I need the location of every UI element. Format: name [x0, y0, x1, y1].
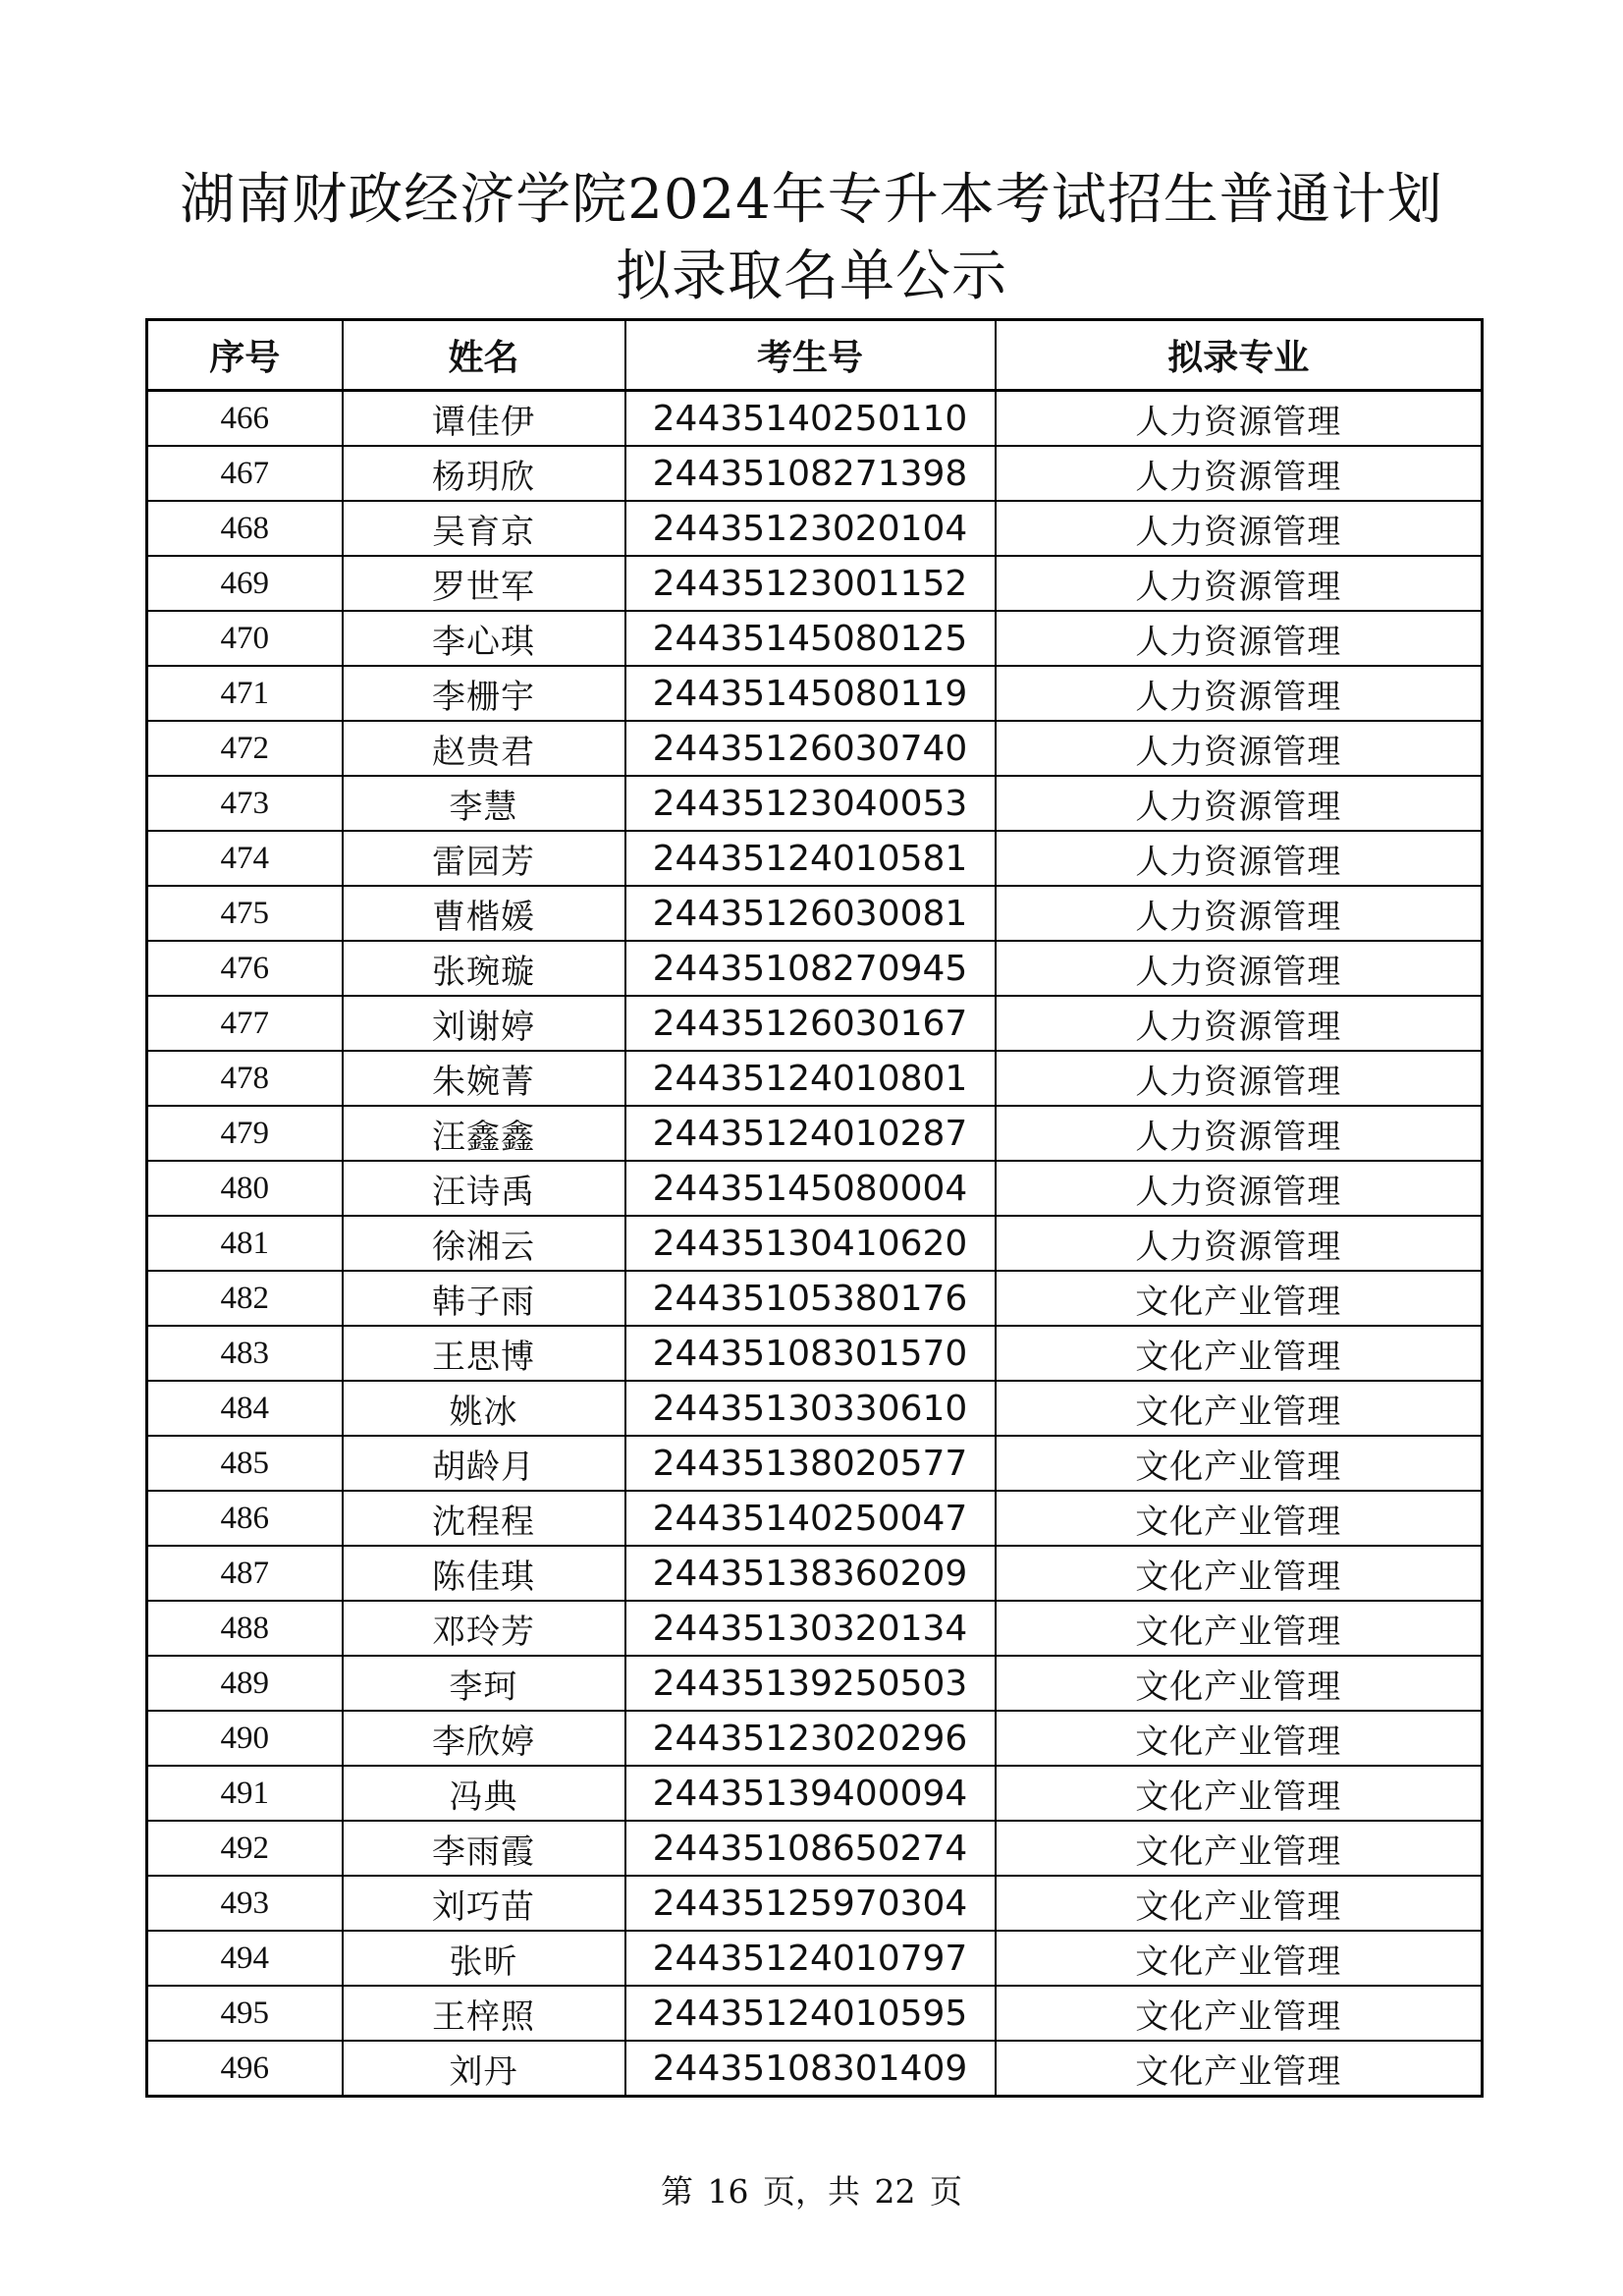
cell-exam-no: 24435145080004 — [625, 1161, 996, 1216]
cell-major: 文化产业管理 — [996, 1601, 1483, 1656]
table-row — [147, 1271, 1483, 1326]
cell-name: 杨玥欣 — [343, 446, 625, 501]
table-row — [147, 1326, 1483, 1381]
header-name: 姓名 — [343, 320, 625, 391]
table-row — [147, 941, 1483, 996]
table-row — [147, 1106, 1483, 1161]
cell-exam-no: 24435124010287 — [625, 1106, 996, 1161]
cell-name: 张琬璇 — [343, 941, 625, 996]
cell-seq: 485 — [147, 1436, 343, 1491]
cell-name: 张昕 — [343, 1931, 625, 1986]
cell-seq: 495 — [147, 1986, 343, 2041]
cell-seq: 488 — [147, 1601, 343, 1656]
cell-major: 文化产业管理 — [996, 1326, 1483, 1381]
table-row — [147, 1821, 1483, 1876]
table-row — [147, 666, 1483, 721]
table-row — [147, 1381, 1483, 1436]
cell-name: 刘丹 — [343, 2041, 625, 2097]
header-major: 拟录专业 — [996, 320, 1483, 391]
table-row — [147, 1546, 1483, 1601]
cell-name: 冯典 — [343, 1766, 625, 1821]
cell-name: 雷园芳 — [343, 831, 625, 886]
cell-major: 文化产业管理 — [996, 1656, 1483, 1711]
cell-exam-no: 24435124010595 — [625, 1986, 996, 2041]
table-row — [147, 501, 1483, 556]
cell-name: 李欣婷 — [343, 1711, 625, 1766]
cell-name: 韩子雨 — [343, 1271, 625, 1326]
cell-major: 文化产业管理 — [996, 1271, 1483, 1326]
page-number: 第 16 页，共 22 页 — [661, 2172, 962, 2211]
cell-major: 文化产业管理 — [996, 1821, 1483, 1876]
cell-seq: 479 — [147, 1106, 343, 1161]
cell-seq: 483 — [147, 1326, 343, 1381]
cell-name: 李珂 — [343, 1656, 625, 1711]
cell-major: 人力资源管理 — [996, 1106, 1483, 1161]
cell-name: 刘巧苗 — [343, 1876, 625, 1931]
cell-exam-no: 24435145080125 — [625, 611, 996, 666]
document-subtitle: 拟录取名单公示 — [616, 245, 1007, 308]
cell-seq: 492 — [147, 1821, 343, 1876]
cell-name: 罗世军 — [343, 556, 625, 611]
cell-exam-no: 24435108301570 — [625, 1326, 996, 1381]
cell-major: 文化产业管理 — [996, 1876, 1483, 1931]
header-seq: 序号 — [147, 320, 343, 391]
table-row — [147, 721, 1483, 776]
table-row — [147, 1656, 1483, 1711]
cell-seq: 480 — [147, 1161, 343, 1216]
cell-major: 人力资源管理 — [996, 721, 1483, 776]
cell-name: 徐湘云 — [343, 1216, 625, 1271]
cell-name: 朱婉菁 — [343, 1051, 625, 1106]
cell-major: 文化产业管理 — [996, 1931, 1483, 1986]
cell-name: 沈程程 — [343, 1491, 625, 1546]
cell-exam-no: 24435130320134 — [625, 1601, 996, 1656]
cell-seq: 478 — [147, 1051, 343, 1106]
table-row — [147, 2041, 1483, 2097]
cell-seq: 474 — [147, 831, 343, 886]
cell-exam-no: 24435130330610 — [625, 1381, 996, 1436]
cell-exam-no: 24435105380176 — [625, 1271, 996, 1326]
cell-major: 文化产业管理 — [996, 1381, 1483, 1436]
cell-name: 邓玲芳 — [343, 1601, 625, 1656]
cell-major: 人力资源管理 — [996, 446, 1483, 501]
cell-exam-no: 24435138360209 — [625, 1546, 996, 1601]
cell-exam-no: 24435138020577 — [625, 1436, 996, 1491]
cell-major: 文化产业管理 — [996, 1491, 1483, 1546]
cell-major: 人力资源管理 — [996, 941, 1483, 996]
cell-seq: 489 — [147, 1656, 343, 1711]
cell-seq: 471 — [147, 666, 343, 721]
cell-major: 文化产业管理 — [996, 1711, 1483, 1766]
table-row — [147, 886, 1483, 941]
cell-name: 胡龄月 — [343, 1436, 625, 1491]
cell-exam-no: 24435125970304 — [625, 1876, 996, 1931]
table-row — [147, 1216, 1483, 1271]
cell-seq: 493 — [147, 1876, 343, 1931]
cell-seq: 477 — [147, 996, 343, 1051]
cell-exam-no: 24435124010581 — [625, 831, 996, 886]
cell-major: 人力资源管理 — [996, 501, 1483, 556]
admission-table — [145, 318, 1484, 2098]
table-row — [147, 556, 1483, 611]
cell-name: 刘谢婷 — [343, 996, 625, 1051]
cell-exam-no: 24435108650274 — [625, 1821, 996, 1876]
cell-major: 文化产业管理 — [996, 1436, 1483, 1491]
cell-name: 赵贵君 — [343, 721, 625, 776]
cell-exam-no: 24435140250110 — [625, 391, 996, 447]
cell-major: 人力资源管理 — [996, 1216, 1483, 1271]
cell-major: 文化产业管理 — [996, 1766, 1483, 1821]
cell-seq: 466 — [147, 391, 343, 447]
table-row — [147, 446, 1483, 501]
table-row — [147, 1491, 1483, 1546]
cell-name: 李慧 — [343, 776, 625, 831]
cell-exam-no: 24435123020104 — [625, 501, 996, 556]
cell-major: 文化产业管理 — [996, 1546, 1483, 1601]
cell-seq: 470 — [147, 611, 343, 666]
cell-seq: 473 — [147, 776, 343, 831]
cell-name: 陈佳琪 — [343, 1546, 625, 1601]
cell-seq: 469 — [147, 556, 343, 611]
cell-exam-no: 24435140250047 — [625, 1491, 996, 1546]
cell-exam-no: 24435108301409 — [625, 2041, 996, 2097]
cell-major: 文化产业管理 — [996, 2041, 1483, 2097]
cell-name: 谭佳伊 — [343, 391, 625, 447]
cell-major: 人力资源管理 — [996, 391, 1483, 447]
header-exam-no: 考生号 — [625, 320, 996, 391]
cell-major: 人力资源管理 — [996, 556, 1483, 611]
cell-exam-no: 24435126030167 — [625, 996, 996, 1051]
cell-seq: 482 — [147, 1271, 343, 1326]
cell-exam-no: 24435139400094 — [625, 1766, 996, 1821]
table-row — [147, 1766, 1483, 1821]
cell-name: 姚冰 — [343, 1381, 625, 1436]
table-row — [147, 1051, 1483, 1106]
cell-exam-no: 24435123001152 — [625, 556, 996, 611]
cell-exam-no: 24435126030740 — [625, 721, 996, 776]
cell-exam-no: 24435124010801 — [625, 1051, 996, 1106]
table-row — [147, 611, 1483, 666]
cell-name: 曹楷媛 — [343, 886, 625, 941]
cell-seq: 496 — [147, 2041, 343, 2097]
cell-exam-no: 24435126030081 — [625, 886, 996, 941]
cell-seq: 494 — [147, 1931, 343, 1986]
cell-seq: 472 — [147, 721, 343, 776]
cell-exam-no: 24435139250503 — [625, 1656, 996, 1711]
cell-seq: 487 — [147, 1546, 343, 1601]
table-row — [147, 391, 1483, 447]
cell-major: 文化产业管理 — [996, 1986, 1483, 2041]
table-row — [147, 1161, 1483, 1216]
cell-name: 汪鑫鑫 — [343, 1106, 625, 1161]
cell-name: 李栅宇 — [343, 666, 625, 721]
cell-name: 李心琪 — [343, 611, 625, 666]
cell-seq: 475 — [147, 886, 343, 941]
table-row — [147, 1601, 1483, 1656]
table-row — [147, 831, 1483, 886]
cell-exam-no: 24435130410620 — [625, 1216, 996, 1271]
cell-exam-no: 24435108270945 — [625, 941, 996, 996]
cell-name: 王思博 — [343, 1326, 625, 1381]
cell-seq: 490 — [147, 1711, 343, 1766]
cell-exam-no: 24435145080119 — [625, 666, 996, 721]
cell-name: 王梓照 — [343, 1986, 625, 2041]
table-row — [147, 776, 1483, 831]
table-header-row — [147, 320, 1483, 391]
cell-seq: 491 — [147, 1766, 343, 1821]
table-row — [147, 996, 1483, 1051]
cell-major: 人力资源管理 — [996, 611, 1483, 666]
cell-exam-no: 24435124010797 — [625, 1931, 996, 1986]
table-row — [147, 1436, 1483, 1491]
cell-seq: 468 — [147, 501, 343, 556]
cell-major: 人力资源管理 — [996, 776, 1483, 831]
cell-seq: 481 — [147, 1216, 343, 1271]
cell-major: 人力资源管理 — [996, 886, 1483, 941]
table-row — [147, 1931, 1483, 1986]
cell-major: 人力资源管理 — [996, 831, 1483, 886]
cell-seq: 486 — [147, 1491, 343, 1546]
table-row — [147, 1876, 1483, 1931]
cell-exam-no: 24435108271398 — [625, 446, 996, 501]
cell-major: 人力资源管理 — [996, 1161, 1483, 1216]
document-title: 湖南财政经济学院2024年专升本考试招生普通计划 — [180, 168, 1443, 232]
cell-seq: 467 — [147, 446, 343, 501]
table-row — [147, 1711, 1483, 1766]
cell-name: 吴育京 — [343, 501, 625, 556]
cell-exam-no: 24435123040053 — [625, 776, 996, 831]
cell-major: 人力资源管理 — [996, 666, 1483, 721]
table-body — [147, 391, 1483, 2097]
cell-major: 人力资源管理 — [996, 996, 1483, 1051]
cell-name: 汪诗禹 — [343, 1161, 625, 1216]
cell-seq: 476 — [147, 941, 343, 996]
cell-seq: 484 — [147, 1381, 343, 1436]
cell-name: 李雨霞 — [343, 1821, 625, 1876]
cell-major: 人力资源管理 — [996, 1051, 1483, 1106]
cell-exam-no: 24435123020296 — [625, 1711, 996, 1766]
table-row — [147, 1986, 1483, 2041]
